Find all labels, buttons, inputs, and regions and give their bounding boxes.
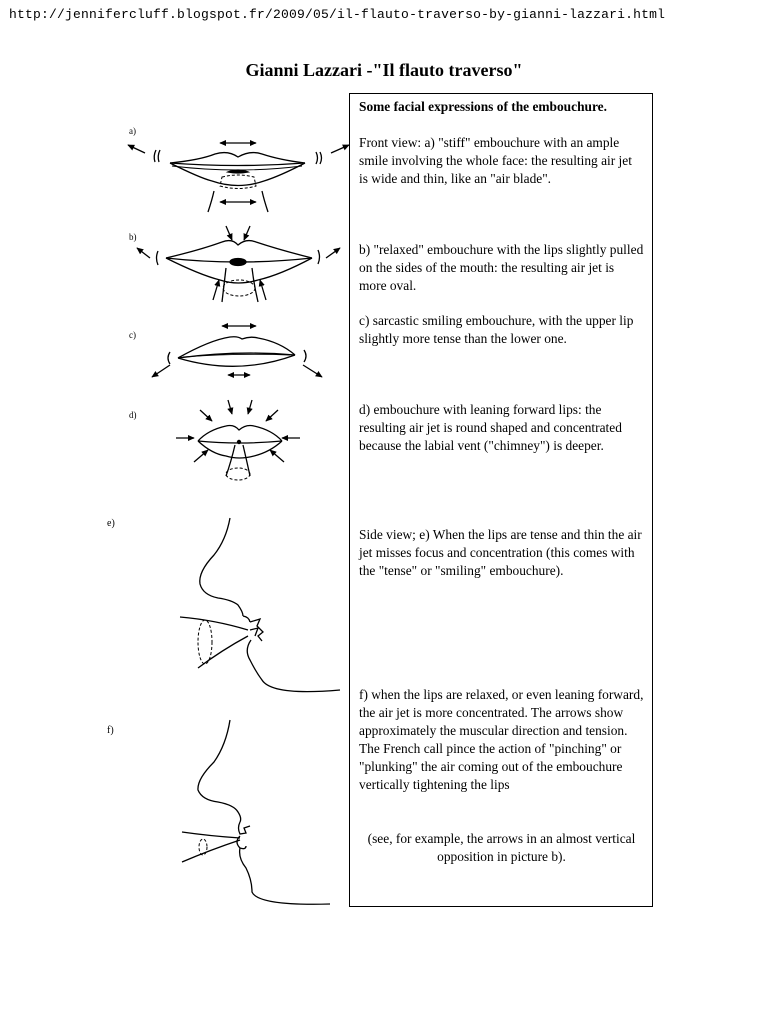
figure-label-c: c) <box>129 330 136 340</box>
figure-label-d: d) <box>129 410 137 420</box>
figure-label-a: a) <box>129 126 136 136</box>
lips-figure-d <box>176 400 300 480</box>
figure-label-e: e) <box>107 518 115 529</box>
paragraph-f: f) when the lips are relaxed, or even leaning forward, the air jet is more concentrated. The arrows show approximately the muscular direction and tension. The French call pince the action of "pinching" or "plunking" the air coming out of the embouchure vertically tightening the lips <box>359 687 644 792</box>
side-profile-e <box>180 518 340 692</box>
paragraph-see-example: (see, for example, the arrows in an almost vertical opposition in picture b). <box>367 831 636 864</box>
description-box <box>349 93 653 907</box>
figure-label-b: b) <box>129 232 137 242</box>
description-heading: Some facial expressions of the embouchure. <box>359 99 607 114</box>
lips-figure-c <box>152 326 322 377</box>
side-profile-f <box>182 720 330 904</box>
paragraph-c: c) sarcastic smiling embouchure, with the upper lip slightly more tense than the lower one. <box>359 313 634 346</box>
lips-figure-a <box>128 143 349 212</box>
page-title: Gianni Lazzari -"Il flauto traverso" <box>245 60 523 80</box>
paragraph-front-view-a: Front view: a) "stiff" embouchure with an ample smile involving the whole face: the resulting air jet is wide and thin, like an "air blade". <box>359 135 632 186</box>
figure-label-f: f) <box>107 725 114 736</box>
paragraph-d: d) embouchure with leaning forward lips: the resulting air jet is round shaped and concentrated because the labial vent ("chimney") is deeper. <box>359 402 622 453</box>
paragraph-b: b) "relaxed" embouchure with the lips slightly pulled on the sides of the mouth: the resulting air jet is more oval. <box>359 242 644 293</box>
lips-figure-b <box>137 226 340 302</box>
paragraph-side-view-e: Side view; e) When the lips are tense and thin the air jet misses focus and concentration (this comes with the "tense" or "smiling" embouchure). <box>359 527 642 578</box>
source-url: http://jennifercluff.blogspot.fr/2009/05/il-flauto-traverso-by-gianni-lazzari.html <box>9 7 666 22</box>
